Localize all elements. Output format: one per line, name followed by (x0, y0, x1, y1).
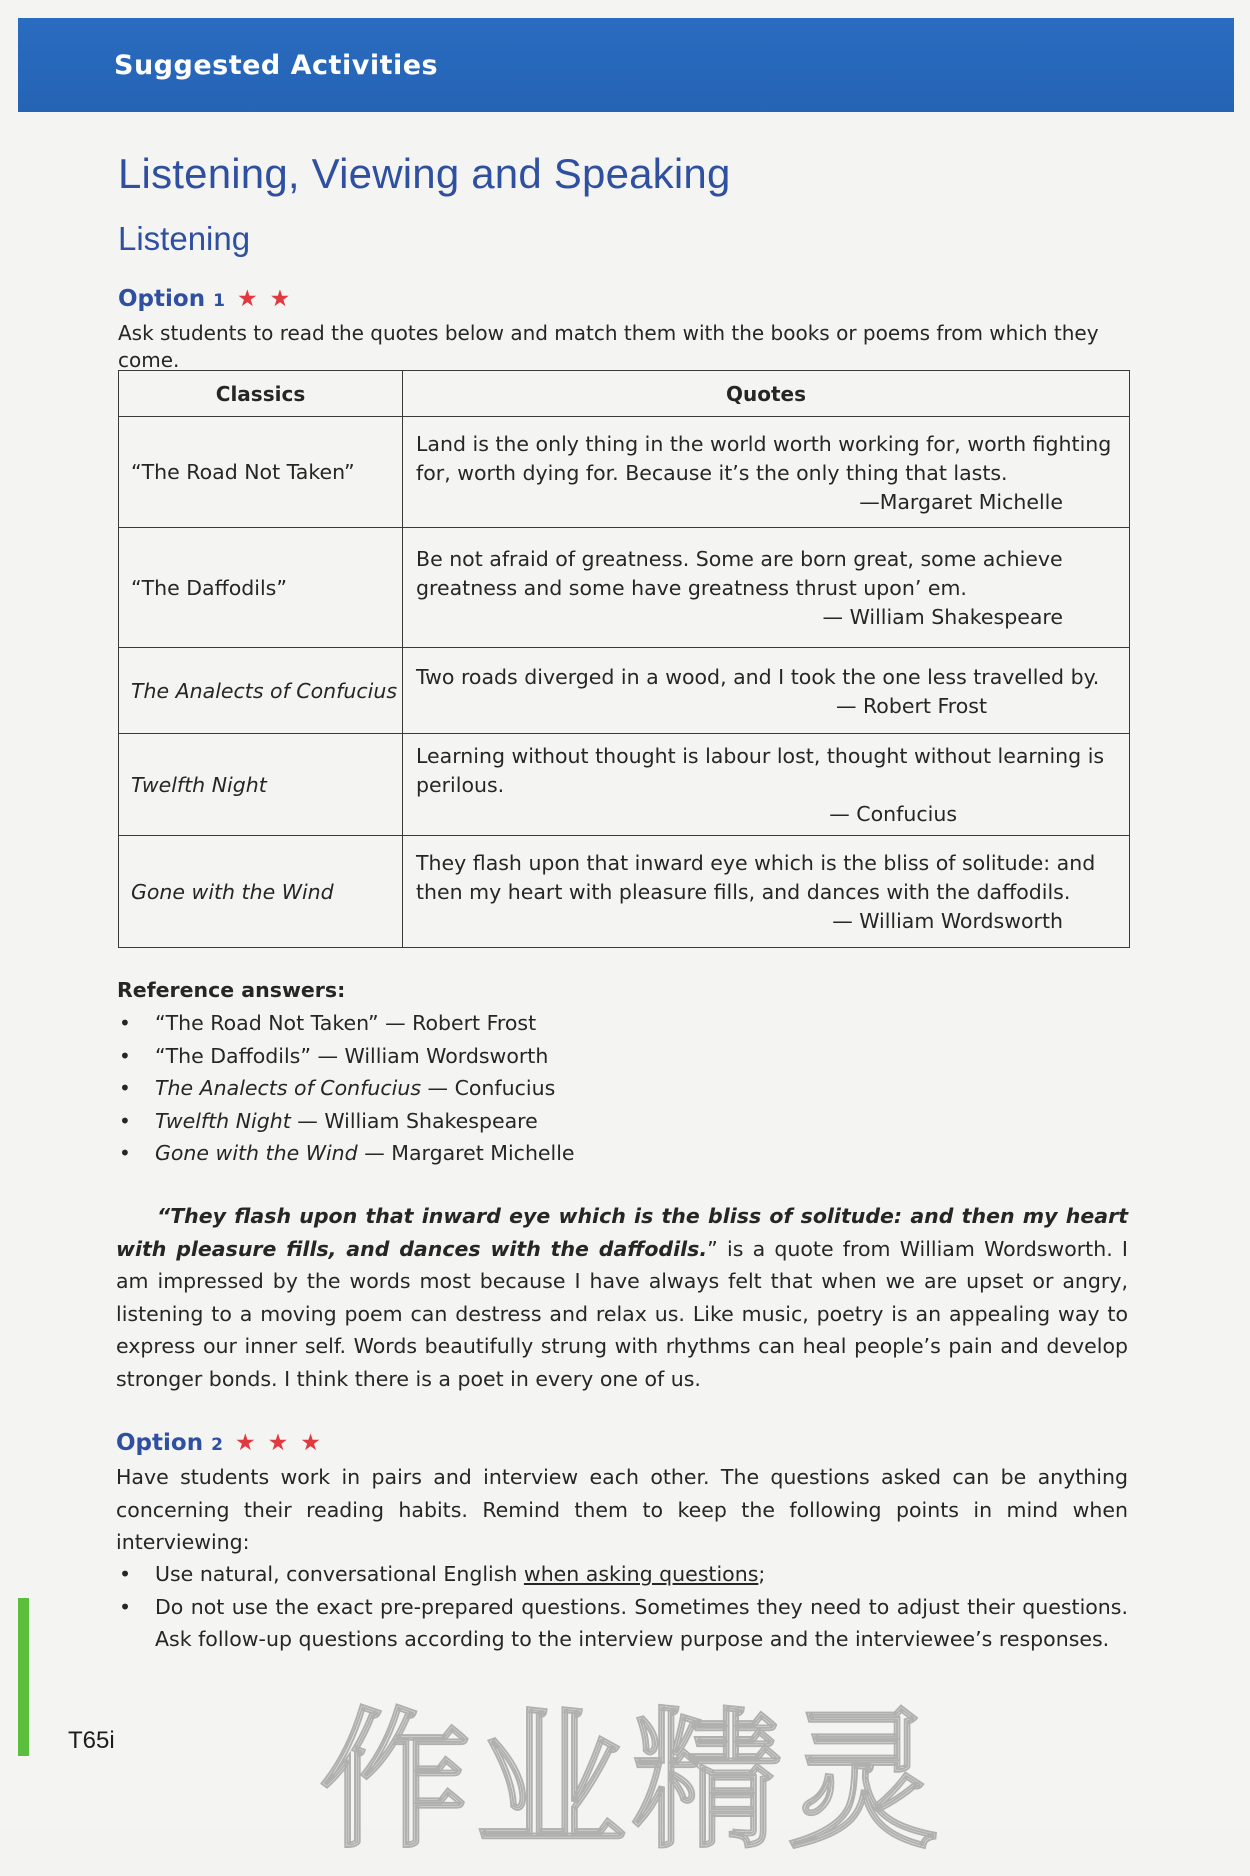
option-label: Option (116, 1430, 204, 1456)
answer-work: “The Daffodils” (155, 1043, 311, 1068)
quote-author: — Robert Frost (835, 693, 987, 718)
interview-points-list (116, 1558, 1128, 1656)
answer-work: Twelfth Night (155, 1108, 291, 1133)
classic-cell: The Analects of Confucius (119, 648, 403, 734)
classic-cell: “The Road Not Taken” (119, 417, 403, 528)
answer-author: — Confucius (427, 1076, 556, 1100)
table-row (119, 734, 1130, 836)
essay-body: ” is a quote from William Wordsworth. I am impressed by the words most because I have always felt that when we are upset or angry, listening to a moving poem can destress and relax us. Like music, poetry is an appealing way to express our inner self. Words beautifully strung with rhythms can heal people’s pain and develop stronger bonds. I think there is a poet in every one of us. (116, 1236, 1128, 1391)
table-header-row (119, 371, 1130, 417)
list-item (116, 1558, 1128, 1591)
answer-work: “The Road Not Taken” (155, 1011, 379, 1035)
difficulty-stars-icon: ★ ★ ★ (234, 1430, 323, 1456)
side-accent-bar (18, 1598, 29, 1756)
quote-text: Be not afraid of greatness. Some are born great, some achieve greatness and some have greatness thrust upon’ em. (416, 547, 1063, 600)
page-title: Listening, Viewing and Speaking (118, 150, 731, 197)
banner-title: Suggested Activities (114, 50, 439, 81)
list-item (116, 1591, 1128, 1656)
difficulty-stars-icon: ★ ★ (236, 286, 293, 312)
list-item (117, 1137, 575, 1170)
answer-work: The Analects of Confucius (155, 1076, 422, 1100)
essay-quote: “They flash upon that inward eye which is the bliss of solitude: and then my heart with pleasure fills, and dances with the daffodils. (116, 1204, 1128, 1261)
point-underlined-text: when asking questions (523, 1562, 759, 1586)
quote-cell (403, 734, 1130, 836)
quote-cell (403, 417, 1130, 528)
answer-author: — William Shakespeare (297, 1108, 538, 1133)
list-item (117, 1040, 575, 1073)
table-row (119, 836, 1130, 948)
quote-text: Two roads diverged in a wood, and I took the one less travelled by. (416, 664, 1100, 689)
option-1-instruction: Ask students to read the quotes below and match them with the books or poems from which they come. (118, 321, 1099, 372)
answer-author: — William Wordsworth (317, 1043, 549, 1068)
classic-cell: Gone with the Wind (119, 836, 403, 948)
table-row (119, 648, 1130, 734)
quote-cell (403, 528, 1130, 648)
quote-text: They flash upon that inward eye which is the bliss of solitude: and then my heart with pleasure fills, and dances with the daffodils. (416, 851, 1096, 904)
watermark-logo: 作业精灵 (320, 1695, 945, 1869)
column-header-quotes: Quotes (403, 371, 1130, 417)
point-text: Do not use the exact pre-prepared questions. Sometimes they need to adjust their questions. Ask follow-up questions according to the interview purpose and the interviewee’s responses. (155, 1594, 1128, 1651)
quote-text: Learning without thought is labour lost, thought without learning is perilous. (416, 744, 1105, 797)
table-row (119, 417, 1130, 528)
sample-answer-paragraph (116, 1200, 1128, 1395)
page-number: T65i (68, 1727, 115, 1754)
option-1-heading (118, 286, 292, 312)
answer-work: Gone with the Wind (155, 1141, 358, 1165)
reference-answers-heading: Reference answers: (117, 978, 346, 1002)
quote-text: Land is the only thing in the world worth working for, worth fighting for, worth dying for. Because it’s the only thing that lasts. (416, 431, 1112, 485)
option-2-heading (116, 1430, 323, 1456)
quote-author: — William Wordsworth (832, 909, 1063, 933)
list-item (117, 1007, 575, 1040)
column-header-classics: Classics (119, 371, 403, 417)
list-item (117, 1072, 575, 1105)
point-text: Use natural, conversational English (155, 1562, 524, 1586)
option-number: 2 (211, 1435, 223, 1455)
point-punctuation: ; (758, 1562, 766, 1586)
option-number: 1 (213, 291, 225, 311)
section-subtitle: Listening (118, 220, 251, 257)
list-item (117, 1105, 575, 1138)
classic-cell: Twelfth Night (119, 734, 403, 836)
classic-cell: “The Daffodils” (119, 528, 403, 648)
quotes-table (118, 370, 1130, 948)
quote-author: —Margaret Michelle (859, 489, 1063, 514)
quote-author: — Confucius (829, 802, 957, 826)
answer-author: — Margaret Michelle (364, 1141, 575, 1165)
answer-author: — Robert Frost (385, 1011, 537, 1035)
option-label: Option (118, 286, 206, 312)
reference-answers-list (117, 1007, 575, 1170)
quote-cell (403, 648, 1130, 734)
table-row (119, 528, 1130, 648)
quote-cell (403, 836, 1130, 948)
quote-author: — William Shakespeare (822, 605, 1063, 629)
option-2-instruction: Have students work in pairs and interview each other. The questions asked can be anything concerning their reading habits. Remind them to keep the following points in mind when interviewing: (116, 1465, 1128, 1554)
